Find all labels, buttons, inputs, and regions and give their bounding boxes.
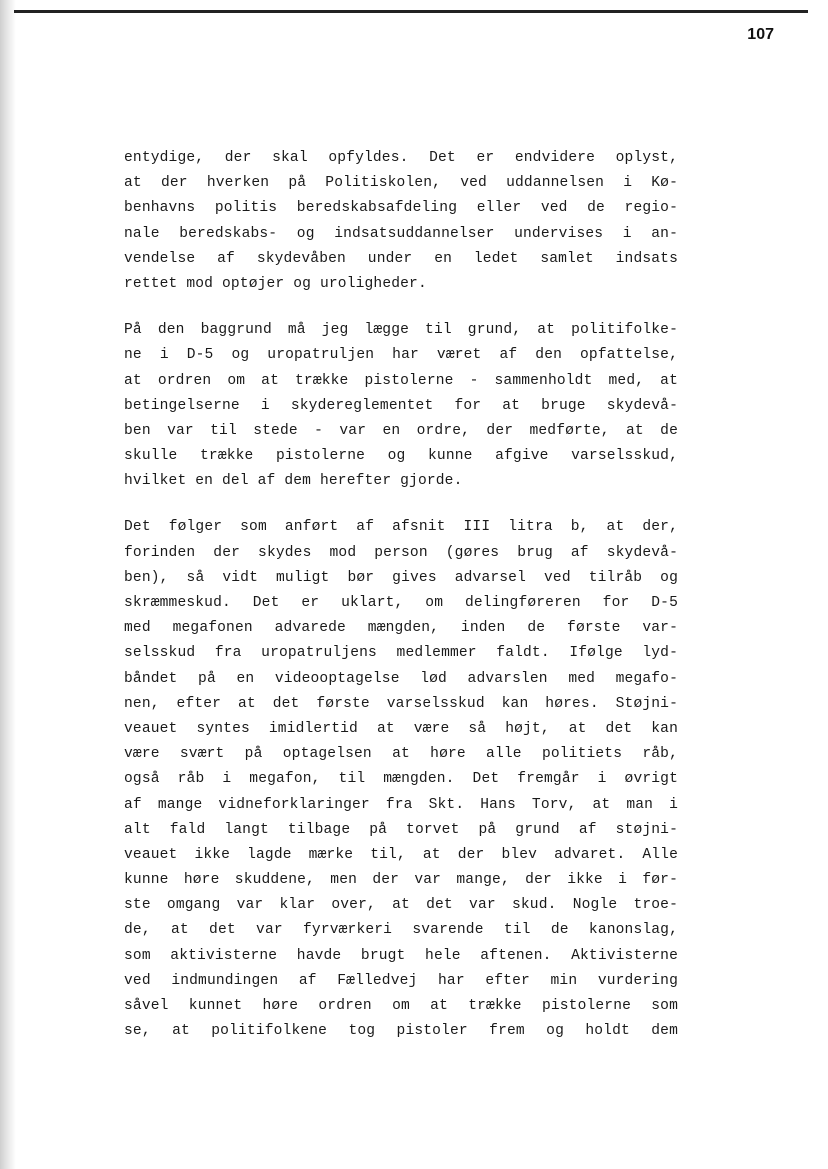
text-line: benhavns politis beredskabsafdeling eller ved de regio- [124,200,678,217]
text-line: af mange vidneforklaringer fra Skt. Hans Torv, at man i [124,796,678,813]
text-line: veauet ikke lagde mærke til, at der blev advaret. Alle [124,846,678,863]
text-line: betingelserne i skydereglementet for at bruge skydevå- [124,397,678,414]
text-line: se, at politifolkene tog pistoler frem og holdt dem [124,1023,678,1040]
paragraph-1 [124,146,678,297]
text-line: selsskud fra uropatruljens medlemmer faldt. Ifølge lyd- [124,645,678,662]
text-line: forinden der skydes mod person (gøres brug af skydevå- [124,544,678,561]
text-line: at ordren om at trække pistolerne - sammenholdt med, at [124,372,678,389]
text-line: båndet på en videooptagelse lød advarslen med megafo- [124,670,678,687]
header-rule [14,10,808,13]
text-line: de, at det var fyrværkeri svarende til de kanonslag, [124,922,678,939]
text-line: veauet syntes imidlertid at være så højt, at det kan [124,720,678,737]
text-line: kunne høre skuddene, men der var mange, der ikke i før- [124,872,678,889]
text-line: nen, efter at det første varselsskud kan høres. Støjni- [124,695,678,712]
text-line: være svært på optagelsen at høre alle politiets råb, [124,746,678,763]
page-number: 107 [747,26,774,43]
text-line: som aktivisterne havde brugt hele aftenen. Aktivisterne [124,947,678,964]
text-line: Det følger som anført af afsnit III litra b, at der, [124,519,678,536]
text-line: rettet mod optøjer og uroligheder. [124,275,427,292]
paragraph-2 [124,318,678,494]
text-line: også råb i megafon, til mængden. Det fremgår i øvrigt [124,771,678,788]
paragraph-3 [124,515,678,1044]
text-line: ste omgang var klar over, at det var skud. Nogle troe- [124,897,678,914]
text-line: med megafonen advarede mængden, inden de første var- [124,620,678,637]
text-line: hvilket en del af dem herefter gjorde. [124,473,463,490]
text-line: ne i D-5 og uropatruljen har været af den opfattelse, [124,347,678,364]
text-line: entydige, der skal opfyldes. Det er endvidere oplyst, [124,150,678,166]
text-line: alt fald langt tilbage på torvet på grund af støjni- [124,821,678,838]
text-line: ved indmundingen af Fælledvej har efter min vurdering [124,972,678,989]
text-line: såvel kunnet høre ordren om at trække pistolerne som [124,998,678,1014]
text-line: vendelse af skydevåben under en ledet samlet indsats [124,250,678,267]
text-line: skræmmeskud. Det er uklart, om delingføreren for D-5 [124,595,678,611]
text-line: skulle trække pistolerne og kunne afgive varselsskud, [124,448,678,465]
text-line: nale beredskabs- og indsatsuddannelser undervises i an- [124,225,678,242]
scan-shadow-edge [0,0,16,1169]
text-line: at der hverken på Politiskolen, ved uddannelsen i Kø- [124,175,678,192]
body-text [124,146,678,1065]
text-line: ben var til stede - var en ordre, der medførte, at de [124,422,678,439]
text-line: ben), så vidt muligt bør gives advarsel ved tilråb og [124,569,678,586]
text-line: På den baggrund må jeg lægge til grund, at politifolke- [124,322,678,339]
